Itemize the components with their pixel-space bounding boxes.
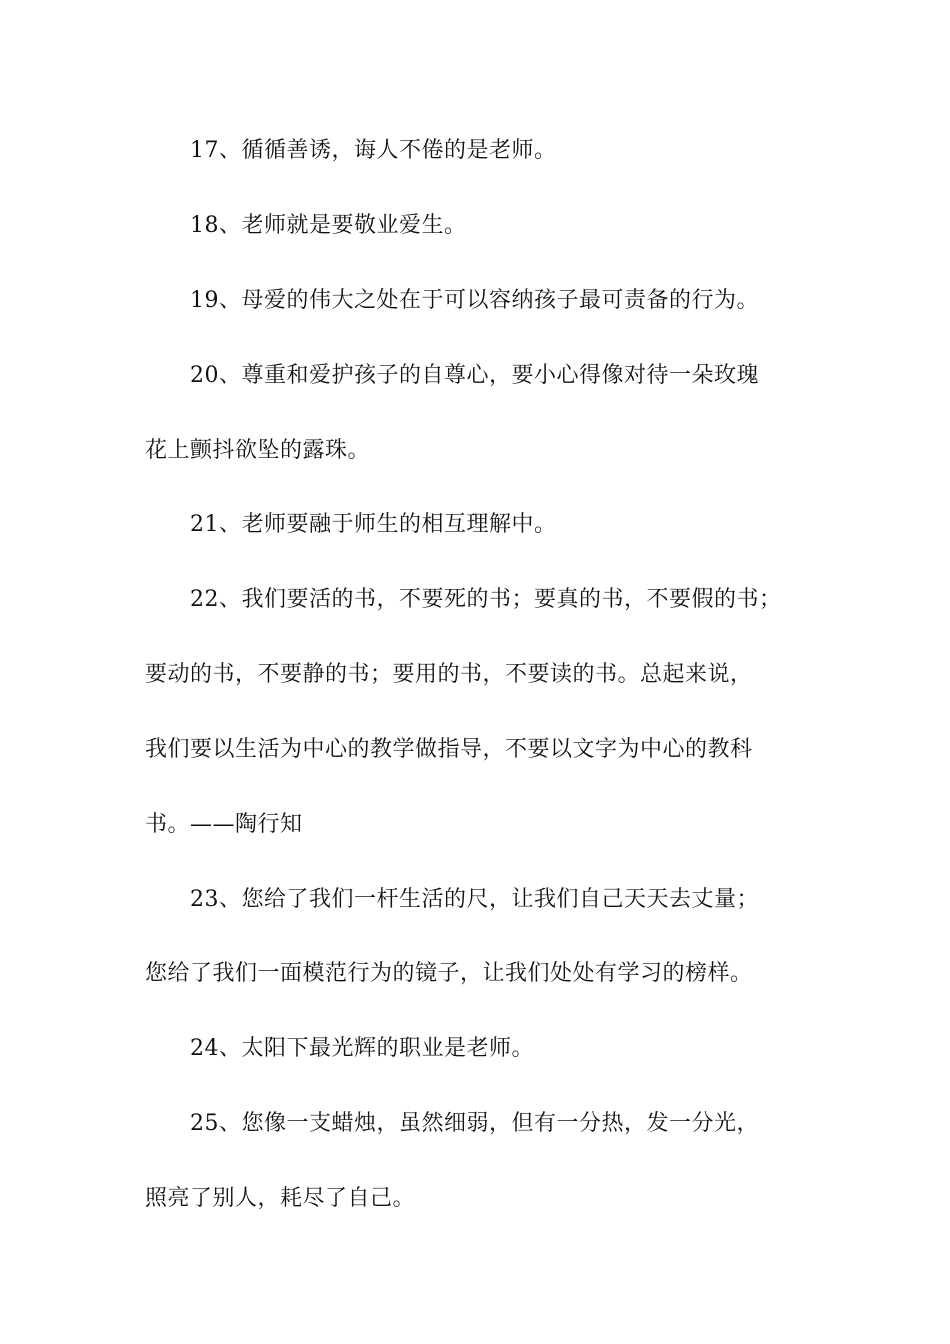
text-line-22b: 要动的书，不要静的书；要用的书，不要读的书。总起来说，: [145, 662, 753, 687]
text-line-20b: 花上颤抖欲坠的露珠。: [145, 438, 371, 463]
text-line-24: 24、太阳下最光辉的职业是老师。: [190, 1036, 534, 1061]
text-line-22c: 我们要以生活为中心的教学做指导，不要以文字为中心的教科: [145, 737, 753, 762]
text-line-25b: 照亮了别人，耗尽了自己。: [145, 1186, 416, 1211]
text-line-19: 19、母爱的伟大之处在于可以容纳孩子最可责备的行为。: [190, 288, 759, 313]
text-line-18: 18、老师就是要敬业爱生。: [190, 213, 467, 238]
text-line-23b: 您给了我们一面模范行为的镜子，让我们处处有学习的榜样。: [145, 961, 753, 986]
text-line-22a: 22、我们要活的书，不要死的书；要真的书，不要假的书；: [190, 587, 782, 612]
text-line-21: 21、老师要融于师生的相互理解中。: [190, 512, 557, 537]
text-line-22d: 书。——陶行知: [145, 812, 303, 837]
text-line-17: 17、循循善诱，诲人不倦的是老师。: [190, 138, 557, 163]
text-line-23a: 23、您给了我们一杆生活的尺，让我们自己天天去丈量；: [190, 887, 759, 912]
text-line-25a: 25、您像一支蜡烛，虽然细弱，但有一分热，发一分光，: [190, 1111, 759, 1136]
text-line-20a: 20、尊重和爱护孩子的自尊心，要小心得像对待一朵玫瑰: [190, 363, 759, 388]
